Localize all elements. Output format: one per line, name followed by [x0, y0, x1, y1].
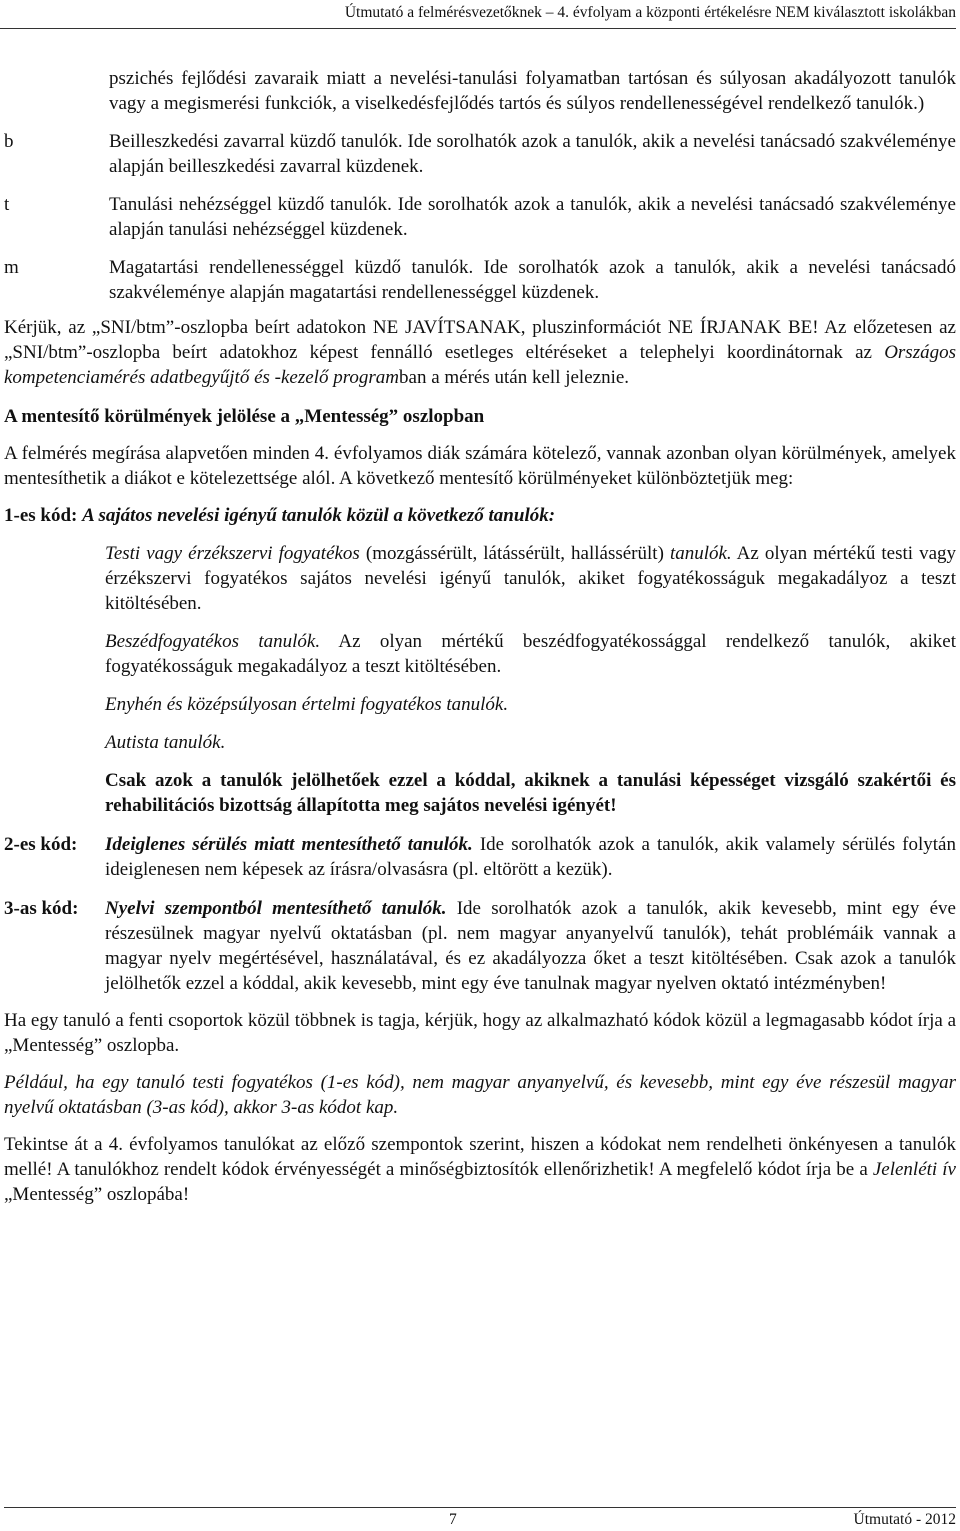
item-text: (mozgássérült, látássérült, hallássérült) — [359, 543, 670, 564]
final-paragraph — [4, 1132, 956, 1207]
code1-item-1 — [105, 541, 956, 616]
intro-paragraph: A felmérés megírása alapvetően minden 4. évfolyamos diák számára kötelező, vannak azonban olyan körülmények, amelyek mentesíthetik a diákot e kötelezettsége alól. A következő mentesítő körülményeket különböztetjük meg: — [4, 443, 956, 489]
definition-b — [4, 129, 956, 179]
code1-heading — [4, 503, 956, 528]
page-footer — [4, 1507, 956, 1530]
header-title: Útmutató a felmérésvezetőknek – 4. évfolyam a központi értékelésre NEM kiválasztott iskolákban — [344, 4, 956, 21]
definition-t — [4, 192, 956, 242]
code2-row — [4, 832, 956, 882]
request-paragraph — [4, 315, 956, 390]
definition-label: m — [4, 257, 19, 278]
continuation-text: pszichés fejlődési zavaraik miatt a nevelési-tanulási folyamatban tartósan és súlyosan akadályozott tanulók vagy a megismerési funkciók, a viselkedésfejlődés tartós és súlyos rendellenességével rendelkező tanulók.) — [109, 68, 956, 114]
item-text: Az olyan mértékű beszédfogyatékossággal rendelkező tanulók, akiket fogyatékosságuk megakadályoz a teszt kitöltésében. — [105, 631, 956, 677]
request-text-1: Kérjük, az „SNI/btm”-oszlopba beírt adatokon NE JAVÍTSANAK, pluszinformációt NE ÍRJANAK BE! Az előzetesen az „SNI/btm”-oszlopba beírt adatokhoz képest fennálló esetleges eltéréseket a telephelyi koordinátornak az — [4, 317, 956, 363]
item-italic: Testi vagy érzékszervi fogyatékos — [105, 543, 360, 564]
code3-text — [105, 896, 956, 996]
item-italic: tanulók. — [669, 543, 732, 564]
code1-label: 1-es kód: — [4, 505, 78, 526]
footer-title: Útmutató - 2012 — [853, 1511, 956, 1528]
code3-title: Nyelvi szempontból mentesíthető tanulók. — [105, 898, 447, 919]
request-text-2: ban a mérés után kell jeleznie. — [399, 367, 630, 388]
definition-label: b — [4, 131, 14, 152]
final-text-2: „Mentesség” oszlopába! — [4, 1184, 190, 1205]
code1-item-3: Enyhén és középsúlyosan értelmi fogyatékos tanulók. — [105, 694, 509, 715]
definition-text: Magatartási rendellenességgel küzdő tanulók. Ide sorolhatók azok a tanulók, akik a nevelési tanácsadó szakvéleménye alapján magatartási rendellenességgel küzdenek. — [109, 257, 956, 303]
code1-item-2 — [105, 629, 956, 679]
code2-title: Ideiglenes sérülés miatt mentesíthető tanulók. — [105, 834, 473, 855]
code3-label: 3-as kód: — [4, 898, 79, 919]
definition-text: Beilleszkedési zavarral küzdő tanulók. Ide sorolhatók azok a tanulók, akik a nevelési tanácsadó szakvéleménye alapján beilleszkedési zavarral küzdenek. — [109, 131, 956, 177]
code2-desc: Ide sorolhatók azok a tanulók, akik valamely sérülés folytán ideiglenesen nem képesek az írásra/olvasásra (pl. eltörött a kezük). — [105, 834, 956, 880]
code2-text — [105, 832, 956, 882]
item-italic: Beszédfogyatékos tanulók. — [105, 631, 321, 652]
final-text-1: Tekintse át a 4. évfolyamos tanulókat az előző szempontok szerint, hiszen a kódokat nem rendelheti önkényesen a tanulók mellé! A tanulókhoz rendelt kódok érvényességét a minőségbiztosítók ellenőrizhetik! A megfelelő kódot írja be a — [4, 1134, 956, 1180]
code1-items — [105, 541, 956, 818]
definition-text: Tanulási nehézséggel küzdő tanulók. Ide sorolhatók azok a tanulók, akik a nevelési tanácsadó szakvéleménye alapján tanulási nehézséggel küzdenek. — [109, 194, 956, 240]
code1-title: A sajátos nevelési igényű tanulók közül a következő tanulók: — [82, 505, 556, 526]
program-name: Országos kompetenciamérés adatbegyűjtő és -kezelő program — [4, 342, 956, 388]
example-paragraph: Például, ha egy tanuló testi fogyatékos (1-es kód), nem magyar anyanyelvű, és kevesebb, mint egy éve részesül magyar nyelvű oktatásban (3-as kód), akkor 3-as kódot kap. — [4, 1072, 956, 1118]
section-heading: A mentesítő körülmények jelölése a „Mentesség” oszlopban — [4, 406, 485, 427]
definition-label: t — [4, 194, 10, 215]
item-text: Az olyan mértékű testi vagy érzékszervi fogyatékos sajátos nevelési igényű tanulók, akiket fogyatékosságuk megakadályoz a teszt kitöltésében. — [105, 543, 957, 614]
page-body — [4, 30, 956, 1207]
code1-note: Csak azok a tanulók jelölhetőek ezzel a kóddal, akiknek a tanulási képességet vizsgáló szakértői és rehabilitációs bizottság állapította meg sajátos nevelési igényét! — [105, 770, 956, 816]
code3-row — [4, 896, 956, 996]
form-name: Jelenléti ív — [872, 1159, 956, 1180]
code1-item-4: Autista tanulók. — [105, 732, 226, 753]
code3-desc: Ide sorolhatók azok a tanulók, akik kevesebb, mint egy éve részesülnek magyar nyelvű oktatásban (pl. nem magyar anyanyelvű tanulók), tehát problémáik vannak a magyar nyelv megértésével, használatával, és ez akadályozza őket a teszt kitöltésében. Csak azok a tanulók jelölhetők ezzel a kóddal, akik kevesebb, mint egy éve tanulnak magyar nyelven oktató intézményben! — [105, 898, 956, 994]
running-header — [0, 0, 956, 29]
page-number: 7 — [449, 1511, 457, 1528]
multi-code-paragraph: Ha egy tanuló a fenti csoportok közül többnek is tagja, kérjük, hogy az alkalmazható kódok közül a legmagasabb kódot írja a „Mentesség” oszlopba. — [4, 1010, 956, 1056]
definition-m — [4, 255, 956, 305]
code2-label: 2-es kód: — [4, 834, 78, 855]
